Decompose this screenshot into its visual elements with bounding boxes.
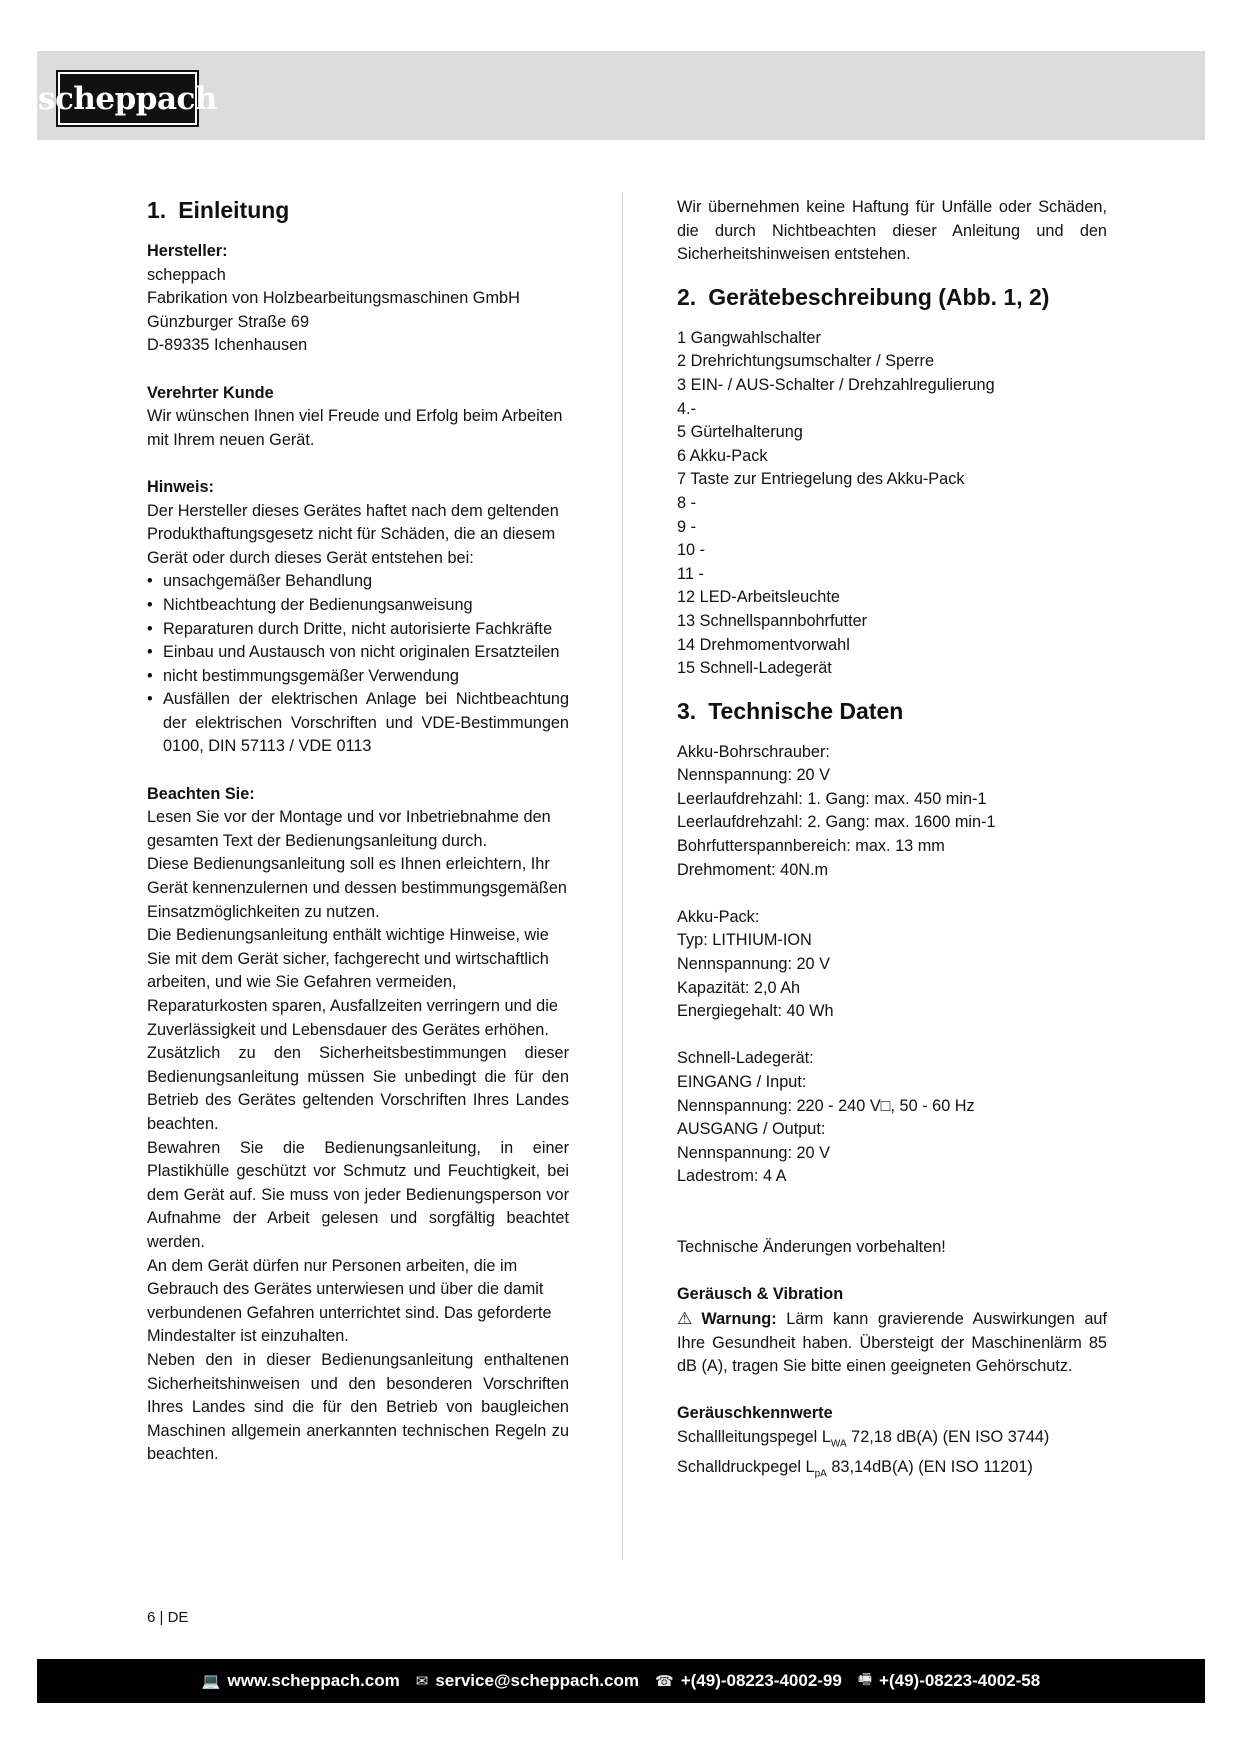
liability-exclusions-list <box>147 570 569 759</box>
part-item: 10 - <box>677 541 706 560</box>
attention-paragraph: Zusätzlich zu den Sicherheitsbestimmungen dieser Bedienungsanleitung müssen Sie unbedingt die für den Betrieb des Gerätes geltenden Vorschriften Ihres Landes beachten. <box>147 1044 569 1133</box>
part-item: 2 Drehrichtungsumschalter / Sperre <box>677 352 934 371</box>
sound-pressure-level: Schalldruckpegel $L_{pA}$ 83,14dB(A) (EN ISO 11201) <box>677 1457 1033 1479</box>
part-item: 6 Akku-Pack <box>677 446 768 465</box>
page-header <box>37 51 1205 140</box>
manufacturer-line: Günzburger Straße 69 <box>147 312 309 331</box>
warning-text: Lärm kann gravierende Auswirkungen auf Ihre Gesundheit haben. Übersteigt der Maschinenlärm 85 dB (A), tragen Sie bitte einen geeigneten Gehörschutz. <box>677 1309 1107 1376</box>
part-item: 15 Schnell-Ladegerät <box>677 659 832 678</box>
dear-customer-label: Verehrter Kunde <box>147 383 274 402</box>
right-column <box>677 196 1107 1486</box>
spec-line: Nennspannung: 20 V <box>677 1143 830 1162</box>
warning-paragraph <box>677 1307 1107 1379</box>
scheppach-logo: scheppach <box>56 70 199 127</box>
page-footer <box>37 1659 1205 1703</box>
spec-line: Leerlaufdrehzahl: 1. Gang: max. 450 min-1 <box>677 789 987 808</box>
mail-icon: ✉ <box>415 1673 429 1690</box>
footer-email[interactable]: ✉ service@scheppach.com <box>415 1671 640 1690</box>
spec-line: Kapazität: 2,0 Ah <box>677 978 801 997</box>
part-item: 8 - <box>677 493 697 512</box>
technical-changes-note: Technische Änderungen vorbehalten! <box>677 1238 946 1257</box>
attention-paragraph: Diese Bedienungsanleitung soll es Ihnen erleichtern, Ihr Gerät kennenzulernen und dessen bestimmungsgemäßen Einsatzmöglichkeiten zu nutzen. <box>147 855 567 921</box>
part-item: 4.- <box>677 399 697 418</box>
warning-triangle-icon: ⚠ <box>677 1308 698 1328</box>
spec-line: EINGANG / Input: <box>677 1073 807 1091</box>
part-item: 3 EIN- / AUS-Schalter / Drehzahlregulierung <box>677 375 995 394</box>
part-item: 13 Schnellspannbohrfutter <box>677 611 868 630</box>
spec-line: Nennspannung: 20 V <box>677 955 830 974</box>
phone-icon: ☎ <box>655 1673 674 1690</box>
manufacturer-line: Fabrikation von Holzbearbeitungsmaschinen GmbH <box>147 289 520 308</box>
spec-line: Leerlaufdrehzahl: 2. Gang: max. 1600 min-1 <box>677 813 996 832</box>
section-2-heading: 2. Gerätebeschreibung (Abb. 1, 2) <box>677 283 1050 310</box>
attention-paragraph: Lesen Sie vor der Montage und vor Inbetriebnahme den gesamten Text der Bedienungsanleitung durch. <box>147 808 551 850</box>
spec-line: Schnell-Ladegerät: <box>677 1049 814 1068</box>
list-item: • nicht bestimmungsgemäßer Verwendung <box>147 665 569 689</box>
section-1-heading: 1. Einleitung <box>147 197 290 223</box>
section-3-heading: 3. Technische Daten <box>677 697 904 724</box>
noise-vibration-label: Geräusch & Vibration <box>677 1285 844 1304</box>
list-item: • Ausfällen der elektrischen Anlage bei Nichtbeachtung der elektrischen Vorschriften und VDE-Bestimmungen 0100, DIN 57113 / VDE 0113 <box>147 688 569 759</box>
list-item: • Einbau und Austausch von nicht originalen Ersatzteilen <box>147 641 569 665</box>
part-item: 9 - <box>677 517 697 536</box>
dear-customer-text: Wir wünschen Ihnen viel Freude und Erfolg beim Arbeiten mit Ihrem neuen Gerät. <box>147 407 563 449</box>
list-item: • Reparaturen durch Dritte, nicht autorisierte Fachkräfte <box>147 618 569 642</box>
spec-line: AUSGANG / Output: <box>677 1120 826 1139</box>
footer-phone[interactable]: ☎ +(49)-08223-4002-99 <box>655 1671 842 1690</box>
attention-paragraph: Bewahren Sie die Bedienungsanleitung, in einer Plastikhülle geschützt vor Schmutz und Feuchtigkeit, bei dem Gerät auf. Sie muss von jeder Bedienungsperson vor Aufnahme der Arbeit gelesen und sorgfältig beachtet werden. <box>147 1138 569 1251</box>
spec-line: Typ: LITHIUM-ION <box>677 931 812 950</box>
part-item: 7 Taste zur Entriegelung des Akku-Pack <box>677 470 965 489</box>
sound-power-level: Schallleitungspegel $L_{WA}$ 72,18 dB(A) (EN ISO 3744) <box>677 1427 1050 1450</box>
part-item: 1 Gangwahlschalter <box>677 328 821 347</box>
spec-line: Ladestrom: 4 A <box>677 1167 787 1186</box>
note-text: Der Hersteller dieses Gerätes haftet nach dem geltenden Produkthaftungsgesetz nicht für Schäden, die an diesem Gerät oder durch dieses Gerät entstehen bei: <box>147 501 559 567</box>
part-item: 11 - <box>677 564 704 583</box>
spec-line: Energiegehalt: 40 Wh <box>677 1002 834 1021</box>
spec-line: Nennspannung: 220 - 240 V□, 50 - 60 Hz <box>677 1096 975 1115</box>
noise-values-label: Geräuschkennwerte <box>677 1404 833 1423</box>
manufacturer-line: D-89335 Ichenhausen <box>147 336 308 355</box>
manufacturer-label: Hersteller: <box>147 242 228 260</box>
part-item: 12 LED-Arbeitsleuchte <box>677 588 840 607</box>
note-label: Hinweis: <box>147 477 214 496</box>
liability-text: Wir übernehmen keine Haftung für Unfälle oder Schäden, die durch Nichtbeachten dieser Anleitung und den Sicherheitshinweisen entstehen. <box>677 198 1107 264</box>
list-item: • unsachgemäßer Behandlung <box>147 570 569 594</box>
footer-fax[interactable]: 🖷 +(49)-08223-4002-58 <box>858 1669 1040 1694</box>
spec-line: Drehmoment: 40N.m <box>677 860 829 879</box>
manufacturer-line: scheppach <box>147 265 226 284</box>
left-column <box>147 196 569 1467</box>
page-number: 6 | DE <box>147 1609 189 1626</box>
spec-line: Akku-Pack: <box>677 907 760 926</box>
part-item: 14 Drehmomentvorwahl <box>677 635 850 654</box>
warning-label: Warnung: <box>701 1309 777 1328</box>
computer-icon: 💻 <box>201 1673 221 1690</box>
attention-paragraph: Neben den in dieser Bedienungsanleitung enthaltenen Sicherheitshinweisen und den besonderen Vorschriften Ihres Landes sind die für den Betrieb von baugleichen Maschinen allgemein anerkannten technischen Regeln zu beachten. <box>147 1350 569 1464</box>
spec-line: Nennspannung: 20 V <box>677 766 830 785</box>
spec-line: Akku-Bohrschrauber: <box>677 742 830 761</box>
column-divider <box>622 192 623 1560</box>
footer-web[interactable]: 💻 www.scheppach.com <box>201 1671 400 1690</box>
attention-paragraph: An dem Gerät dürfen nur Personen arbeiten, die im Gebrauch des Gerätes unterwiesen und über die damit verbundenen Gefahren unterrichtet sind. Das geforderte Mindestalter ist einzuhalten. <box>147 1256 552 1346</box>
attention-label: Beachten Sie: <box>147 784 255 803</box>
attention-paragraph: Die Bedienungsanleitung enthält wichtige Hinweise, wie Sie mit dem Gerät sicher, fachgerecht und wirtschaftlich arbeiten, und wie Sie Gefahren vermeiden, Reparaturkosten sparen, Ausfallzeiten verringern und die Zuverlässigkeit und Lebensdauer des Gerätes erhöhen. <box>147 926 558 1039</box>
spec-line: Bohrfutterspannbereich: max. 13 mm <box>677 837 945 856</box>
list-item: • Nichtbeachtung der Bedienungsanweisung <box>147 594 569 618</box>
part-item: 5 Gürtelhalterung <box>677 423 803 442</box>
fax-icon: 🖷 <box>857 1670 873 1688</box>
